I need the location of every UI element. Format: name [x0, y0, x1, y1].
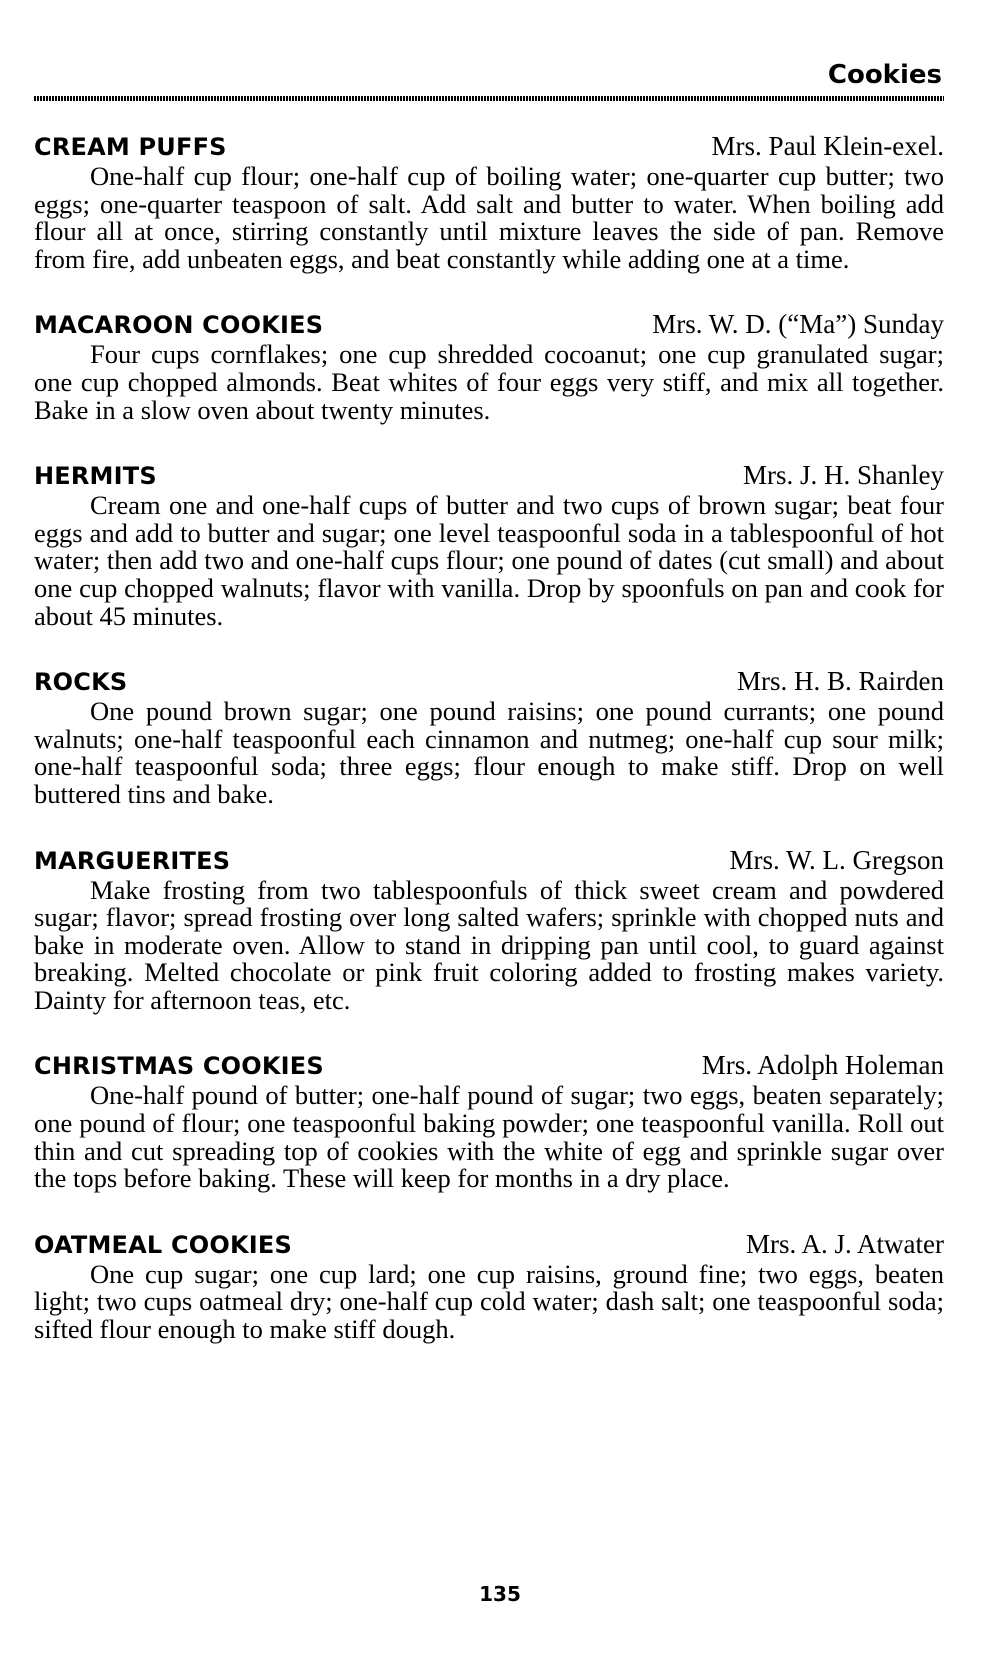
recipe-heading: [34, 1050, 944, 1082]
recipe-cream-puffs: [34, 131, 944, 273]
recipe-body: One cup sugar; one cup lard; one cup raisins, ground fine; two eggs, beaten light; two cups oatmeal dry; one-half cup cold water; dash salt; one teaspoonful soda; sifted flour enough to make stiff dough.: [34, 1258, 944, 1345]
recipe-author: Mrs. Adolph Holeman: [701, 1050, 944, 1081]
recipe-title: CREAM PUFFS: [34, 133, 227, 161]
recipe-body: Four cups cornflakes; one cup shredded cocoanut; one cup granulated sugar; one cup chopped almonds. Beat whites of four eggs very stiff, and mix all together. Bake in a slow oven about twenty minutes.: [34, 339, 944, 425]
recipe-body: Make frosting from two tablespoonfuls of thick sweet cream and powdered sugar; flavor; spread frosting over long salted wafers; sprinkle with chopped nuts and bake in moderate oven. Allow to stand in dripping pan until cool, to guard against breaking. Melted chocolate or pink fruit coloring added to frosting makes variety. Dainty for afternoon teas, etc.: [34, 874, 944, 1015]
recipe-body: One pound brown sugar; one pound raisins; one pound currants; one pound walnuts; one-half teaspoonful each cinnamon and nutmeg; one-half cup sour milk; one-half teaspoonful soda; three eggs; flour enough to make stiff. Drop on well buttered tins and bake.: [34, 696, 944, 809]
recipe-body: One-half cup flour; one-half cup of boiling water; one-quarter cup butter; two eggs; one-quarter teaspoon of salt. Add salt and butter to water. When boiling add flour all at once, stirring constantly until mixture leaves the side of pan. Remove from fire, add unbeaten eggs, and beat constantly while adding one at a time.: [34, 161, 944, 274]
recipe-oatmeal-cookies: [34, 1229, 944, 1344]
recipe-author: Mrs. W. L. Gregson: [729, 844, 944, 875]
recipe-author: Mrs. H. B. Rairden: [737, 666, 944, 697]
recipe-heading: [34, 845, 944, 877]
recipe-macaroon-cookies: [34, 309, 944, 424]
recipe-author: Mrs. Paul Klein-exel.: [711, 131, 944, 161]
recipe-hermits: [34, 460, 944, 630]
recipe-rocks: [34, 666, 944, 808]
recipe-title: CHRISTMAS COOKIES: [34, 1052, 324, 1081]
recipe-author: Mrs. W. D. (“Ma”) Sunday: [652, 309, 944, 340]
page-number: 135: [479, 1582, 521, 1606]
recipe-author: Mrs. J. H. Shanley: [743, 460, 944, 491]
recipe-heading: [34, 309, 944, 341]
recipe-body: One-half pound of butter; one-half pound of sugar; two eggs, beaten separately; one pound of flour; one teaspoonful baking powder; one teaspoonful vanilla. Roll out thin and cut spreading top of cookies with the white of egg and sprinkle sugar over the tops before baking. These will keep for months in a dry place.: [34, 1080, 944, 1194]
recipe-marguerites: [34, 845, 944, 1015]
cookbook-page: [34, 60, 944, 1344]
recipe-heading: [34, 460, 944, 492]
recipe-title: HERMITS: [34, 462, 157, 491]
header-rule: [34, 96, 944, 101]
recipe-body: Cream one and one-half cups of butter and two cups of brown sugar; beat four eggs and add to butter and sugar; one level teaspoonful soda in a tablespoonful of hot water; then add two and one-half cups flour; one pound of dates (cut small) and about one cup chopped walnuts; flavor with vanilla. Drop by spoonfuls on pan and cook for about 45 minutes.: [34, 490, 944, 631]
recipe-title: MACAROON COOKIES: [34, 311, 324, 340]
recipe-heading: [34, 666, 944, 698]
recipe-title: MARGUERITES: [34, 846, 231, 875]
recipe-heading: [34, 131, 944, 163]
section-header: Cookies: [827, 60, 942, 90]
recipe-title: OATMEAL COOKIES: [34, 1230, 292, 1259]
recipe-heading: [34, 1229, 944, 1261]
recipe-author: Mrs. A. J. Atwater: [746, 1228, 944, 1259]
recipe-title: ROCKS: [34, 668, 128, 697]
recipe-christmas-cookies: [34, 1050, 944, 1192]
